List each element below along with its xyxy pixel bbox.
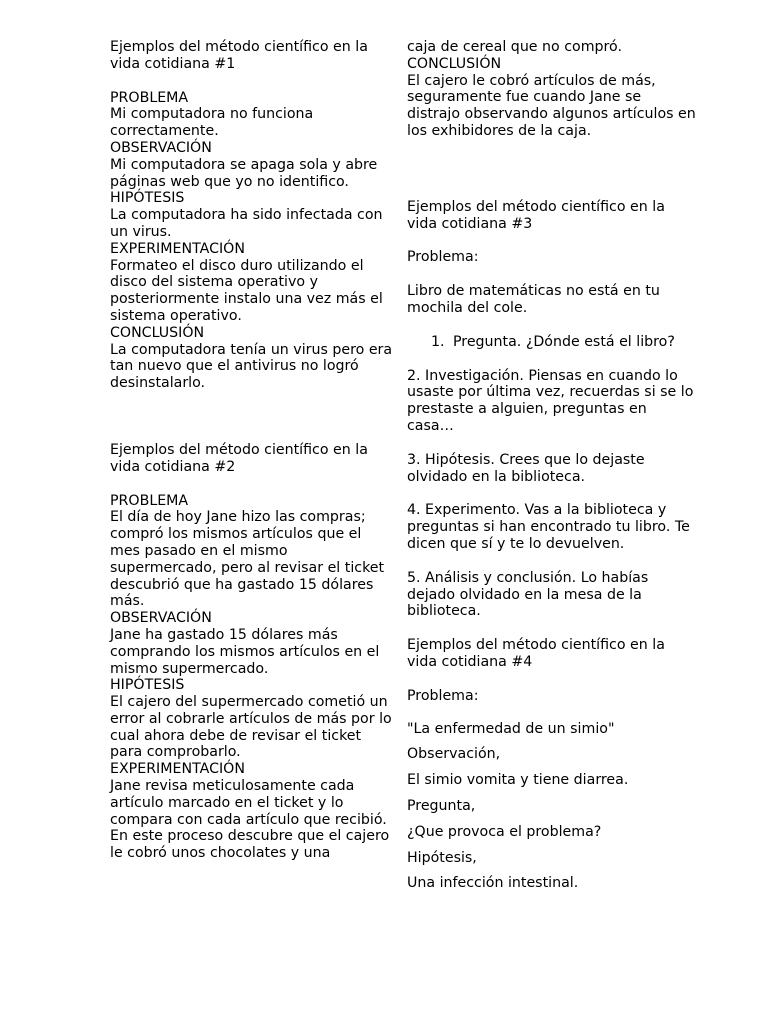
example-4-title: Ejemplos del método científico en la vida cotidiana #4 <box>407 637 665 670</box>
hypothesis-text: El cajero del supermercado cometió un error al cobrarle artículos de más por lo cual ahora debe de revisar el ticket para comprobarlo. <box>110 694 392 761</box>
experiment-label: EXPERIMENTACIÓN <box>110 761 245 778</box>
experiment-text: Jane revisa meticulosamente cada artículo marcado en el ticket y lo compara con cada artículo que recibió. En este proceso descubre que el cajero le cobró unos chocolates y una <box>110 778 390 862</box>
steps-list <box>407 334 697 351</box>
observation-label: OBSERVACIÓN <box>110 610 212 627</box>
hypothesis-text: La computadora ha sido infectada con un virus. <box>110 207 383 240</box>
experiment-text: Formateo el disco duro utilizando el disco del sistema operativo y posteriormente instalo una vez más el sistema operativo. <box>110 257 383 324</box>
hypothesis-label: HIPÓTESIS <box>110 190 185 207</box>
problem-label: PROBLEMA <box>110 492 189 509</box>
example-1-title: Ejemplos del método científico en la vida cotidiana #1 <box>110 39 368 72</box>
conclusion-label: CONCLUSIÓN <box>407 55 502 72</box>
step-2-text: 2. Investigación. Piensas en cuando lo usaste por última vez, recuerdas si se lo prestaste a alguien, preguntas en casa… <box>407 367 694 434</box>
hypothesis-label: HIPÓTESIS <box>110 677 185 694</box>
problem-label: Problema: <box>407 687 479 704</box>
list-item <box>407 334 697 351</box>
step-3-text: 3. Hipótesis. Crees que lo dejaste olvidado en la biblioteca. <box>407 451 645 485</box>
step-5-text: 5. Análisis y conclusión. Lo habías dejado olvidado en la mesa de la biblioteca. <box>407 569 649 620</box>
hypothesis-label: Hipótesis, <box>407 849 477 866</box>
conclusion-text: La computadora tenía un virus pero era tan nuevo que el antivirus no logró desinstalarlo. <box>110 341 393 392</box>
observation-text: El simio vomita y tiene diarrea. <box>407 772 629 789</box>
observation-text: Mi computadora se apaga sola y abre páginas web que yo no identifico. <box>110 156 378 190</box>
conclusion-label: CONCLUSIÓN <box>110 324 205 341</box>
example-3-title: Ejemplos del método científico en la vida cotidiana #3 <box>407 198 665 232</box>
step-1-text: Pregunta. ¿Dónde está el libro? <box>453 333 675 350</box>
left-column <box>110 39 395 862</box>
conclusion-text: El cajero le cobró artículos de más, seguramente fue cuando Jane se distrajo observando algunos artículos en los exhibidores de la caja. <box>407 72 696 139</box>
example-2-title: Ejemplos del método científico en la vida cotidiana #2 <box>110 441 368 475</box>
question-text: ¿Que provoca el problema? <box>407 823 602 840</box>
problem-text: Mi computadora no funciona correctamente. <box>110 106 314 140</box>
experiment-continued-text: caja de cereal que no compró. <box>407 39 622 55</box>
list-number: 1. <box>431 333 445 350</box>
problem-label: PROBLEMA <box>110 89 189 106</box>
problem-text: El día de hoy Jane hizo las compras; compró los mismos artículos que el mes pasado en el mismo supermercado, pero al revisar el ticket descubrió que ha gastado 15 dólares más. <box>110 509 385 610</box>
experiment-label: EXPERIMENTACIÓN <box>110 240 245 257</box>
step-4-text: 4. Experimento. Vas a la biblioteca y preguntas si han encontrado tu libro. Te dicen que sí y te lo devuelven. <box>407 502 690 552</box>
problem-label: Problema: <box>407 249 479 266</box>
hypothesis-text: Una infección intestinal. <box>407 875 579 892</box>
right-column <box>407 39 697 892</box>
problem-text: Libro de matemáticas no está en tu mochila del cole. <box>407 283 660 316</box>
question-label: Pregunta, <box>407 797 476 814</box>
observation-label: Observación, <box>407 746 501 763</box>
observation-label: OBSERVACIÓN <box>110 139 212 156</box>
observation-text: Jane ha gastado 15 dólares más comprando los mismos artículos en el mismo supermercado. <box>110 626 380 677</box>
problem-text: "La enfermedad de un simio" <box>407 720 615 737</box>
